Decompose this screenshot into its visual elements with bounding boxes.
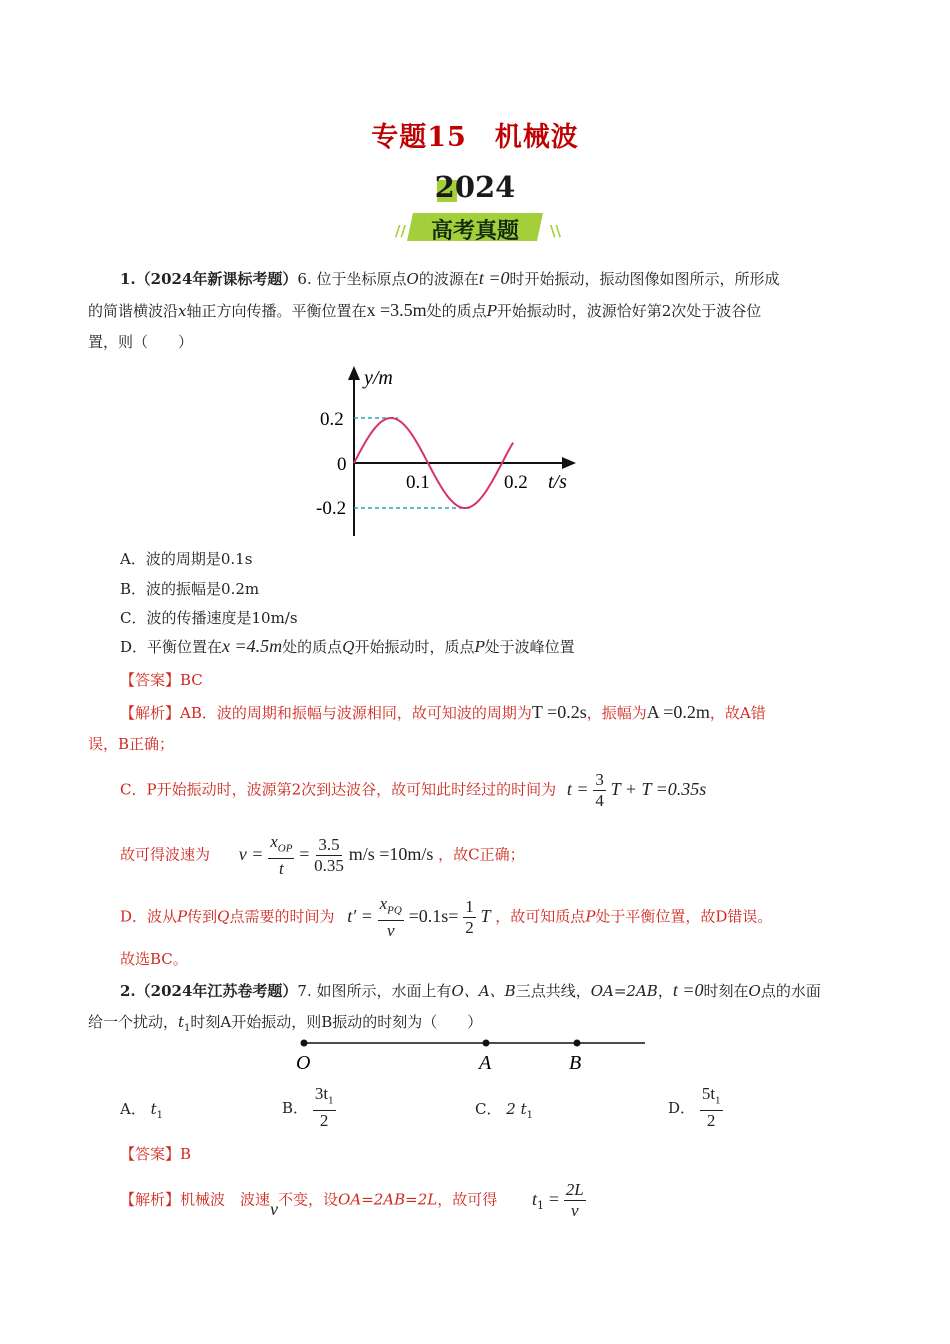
q1-option-a[interactable]: A．波的周期是0.1s bbox=[120, 550, 253, 568]
formula-part: x bbox=[270, 832, 278, 851]
q1-option-d-math: x =4.5m bbox=[222, 636, 283, 656]
q1-analysis-line-5 bbox=[120, 894, 772, 941]
x-tick-1: 0.2 bbox=[504, 472, 528, 493]
y-axis-arrow-icon bbox=[348, 366, 360, 380]
q2-var-o: O bbox=[748, 982, 761, 1000]
option-math: t bbox=[150, 1100, 157, 1118]
x-axis-arrow-icon bbox=[562, 457, 576, 469]
q2-math-t0: t =0 bbox=[672, 980, 704, 1000]
fraction-denominator: 0.35 bbox=[314, 856, 344, 876]
option-label: B． bbox=[282, 1099, 309, 1118]
point-a bbox=[483, 1040, 490, 1047]
q1-option-c[interactable]: C．波的传播速度是10m/s bbox=[120, 609, 298, 627]
q1-text: 处的质点 bbox=[426, 302, 487, 320]
q1-analysis-text: 故可得波速为 bbox=[120, 845, 211, 864]
fraction-denominator: 2 bbox=[465, 918, 474, 938]
q1-conclusion: 故选BC。 bbox=[120, 950, 188, 968]
q1-var-x: x bbox=[178, 302, 187, 320]
q2-var-t1-sub: 1 bbox=[184, 1023, 191, 1034]
q1-analysis-text: ，振幅为 bbox=[586, 704, 647, 722]
fraction-numerator: 3 bbox=[595, 770, 604, 789]
fraction-denominator: v bbox=[570, 1201, 579, 1220]
y-tick-1: 0 bbox=[337, 454, 347, 475]
q1-source: 1.（2024年新课标考题） bbox=[120, 270, 298, 288]
formula-part: 3t bbox=[314, 1084, 329, 1103]
q1-math-t0: t =0 bbox=[478, 268, 510, 288]
q1-analysis-line-3 bbox=[120, 770, 706, 811]
fraction bbox=[463, 897, 476, 938]
fraction-numerator: 3.5 bbox=[318, 835, 340, 855]
q1-analysis-text: AB．波的周期和振幅与波源相同，故可知波的周期为 bbox=[180, 704, 532, 722]
label-o: O bbox=[296, 1052, 311, 1074]
q1-analysis-line-2: 误，B正确； bbox=[88, 735, 175, 753]
q2-relation: OA=2AB bbox=[590, 982, 658, 1000]
formula-part: 5t bbox=[701, 1084, 716, 1103]
q2-var-t1: t bbox=[178, 1013, 185, 1031]
banner-label: 高考真题 bbox=[430, 218, 519, 244]
label-b: B bbox=[569, 1052, 582, 1074]
page-title: 专题15 机械波 bbox=[371, 122, 579, 153]
q1-formula-speed bbox=[238, 832, 438, 879]
formula-part: = bbox=[299, 843, 310, 864]
option-label: A． bbox=[120, 1100, 146, 1118]
q2-answer: 【答案】B bbox=[120, 1145, 192, 1163]
q2-text: ， bbox=[657, 982, 673, 1000]
q2-option-b[interactable] bbox=[282, 1084, 336, 1131]
formula-part: m/s =10m/s bbox=[348, 843, 434, 864]
q2-option-c[interactable] bbox=[475, 1098, 533, 1121]
q2-analysis-relation: OA=2AB=2L bbox=[338, 1190, 438, 1209]
fraction-numerator bbox=[700, 1084, 723, 1111]
q1-analysis-math: T =0.2s bbox=[531, 702, 587, 722]
q2-analysis-text: ，故可得 bbox=[437, 1190, 498, 1209]
q1-var-p: P bbox=[486, 302, 497, 320]
q1-analysis-var: P bbox=[177, 907, 188, 926]
year-heading: 2024 bbox=[434, 170, 516, 204]
option-label: C． bbox=[475, 1100, 502, 1118]
q1-answer: 【答案】BC bbox=[120, 671, 203, 689]
q1-analysis-text: 点需要的时间为 bbox=[229, 907, 335, 926]
formula-part: v = bbox=[238, 843, 264, 864]
q1-analysis-text: 处于平衡位置，故D错误。 bbox=[595, 907, 773, 926]
q2-option-a[interactable] bbox=[120, 1098, 163, 1121]
q1-var-o: O bbox=[406, 270, 419, 288]
y-tick-0: 0.2 bbox=[320, 409, 344, 430]
q2-source: 2.（2024年江苏卷考题） bbox=[120, 982, 298, 1000]
formula-sub: OP bbox=[277, 842, 293, 855]
fraction bbox=[593, 770, 606, 811]
fraction-denominator: t bbox=[278, 859, 284, 879]
point-b bbox=[574, 1040, 581, 1047]
formula-part: T + T =0.35s bbox=[610, 778, 707, 799]
q1-analysis-math: A =0.2m bbox=[646, 702, 710, 722]
q1-analysis-text: D．波从 bbox=[120, 907, 178, 926]
x-tick-0: 0.1 bbox=[406, 472, 430, 493]
fraction bbox=[313, 1084, 336, 1131]
q2-text: 时刻A开始振动，则B振动的时刻为（ ） bbox=[190, 1013, 483, 1031]
q2-text: 点的水面 bbox=[760, 982, 821, 1000]
fraction-numerator bbox=[268, 832, 294, 859]
q2-analysis-label: 【解析】 bbox=[120, 1190, 181, 1209]
fraction-denominator: v bbox=[386, 921, 395, 941]
q1-math-x35: x =3.5m bbox=[366, 300, 427, 320]
q1-analysis-text: ，故C正确； bbox=[438, 845, 525, 864]
fraction bbox=[378, 894, 404, 941]
q2-analysis-var: v bbox=[270, 1198, 279, 1219]
formula-part: =0.1s= bbox=[408, 905, 459, 926]
q1-text: 位于坐标原点 bbox=[316, 270, 407, 288]
vibration-graph bbox=[300, 362, 590, 540]
q1-analysis-text: ，故A错 bbox=[709, 704, 766, 722]
q1-option-d-text: 处的质点 bbox=[282, 638, 343, 656]
fraction-denominator: 2 bbox=[319, 1111, 329, 1131]
q1-analysis-text: ，故可知质点 bbox=[495, 907, 586, 926]
q1-text: 开始振动时，波源恰好第2次处于波谷位 bbox=[496, 302, 762, 320]
fraction bbox=[314, 835, 344, 876]
label-a: A bbox=[479, 1052, 492, 1074]
q1-line-2 bbox=[88, 294, 878, 327]
q2-text: 给一个扰动， bbox=[88, 1013, 179, 1031]
formula-part: x bbox=[379, 894, 388, 913]
option-math: 2 t bbox=[506, 1100, 527, 1118]
option-sub: 1 bbox=[526, 1110, 533, 1121]
q1-text: 的波源在 bbox=[418, 270, 479, 288]
formula-sub: 1 bbox=[328, 1094, 334, 1107]
q1-option-d[interactable] bbox=[120, 636, 575, 657]
q1-option-d-text: D．平衡位置在 bbox=[120, 638, 223, 656]
point-o bbox=[301, 1040, 308, 1047]
q1-analysis-line-4 bbox=[120, 832, 525, 879]
q1-option-d-text: 处于波峰位置 bbox=[484, 638, 575, 656]
q1-option-d-var: Q bbox=[342, 638, 355, 656]
formula-part: t bbox=[532, 1188, 538, 1209]
fraction-numerator: 1 bbox=[465, 897, 474, 917]
q2-points: O、A、B bbox=[451, 982, 516, 1000]
q1-analysis-var: Q bbox=[217, 907, 230, 926]
fraction bbox=[268, 832, 294, 879]
q1-text: 轴正方向传播。平衡位置在 bbox=[186, 302, 367, 320]
formula-part: = bbox=[548, 1188, 559, 1209]
q1-number: 6. bbox=[297, 270, 312, 288]
fraction-denominator: 2 bbox=[706, 1111, 716, 1131]
fraction-numerator bbox=[378, 894, 404, 921]
q1-option-d-text: 开始振动时，质点 bbox=[354, 638, 475, 656]
option-sub: 1 bbox=[156, 1110, 164, 1121]
q1-text: 的简谐横波沿 bbox=[88, 302, 179, 320]
fraction bbox=[564, 1180, 586, 1221]
q1-option-d-var: P bbox=[474, 638, 485, 656]
formula-sub: PQ bbox=[387, 904, 402, 917]
fraction bbox=[700, 1084, 723, 1131]
q1-formula-time-pq bbox=[347, 894, 495, 941]
q1-line-3: 置，则（ ） bbox=[88, 333, 194, 351]
x-axis-label: t/s bbox=[548, 471, 567, 493]
fraction-denominator: 4 bbox=[595, 791, 604, 810]
q1-analysis-var: P bbox=[585, 907, 596, 926]
q2-formula bbox=[532, 1180, 586, 1220]
q2-analysis-text: 机械波 波速 bbox=[180, 1190, 271, 1209]
y-tick-2: -0.2 bbox=[316, 498, 347, 519]
y-axis-label: y/m bbox=[364, 367, 393, 389]
q2-analysis-text: 不变，设 bbox=[278, 1190, 339, 1209]
banner-slash-right: \\ bbox=[550, 222, 561, 240]
q1-analysis-line-1 bbox=[120, 696, 880, 729]
fraction-numerator bbox=[313, 1084, 336, 1111]
banner-slash-left: // bbox=[395, 222, 406, 240]
q1-analysis-text: C．P开始振动时，波源第2次到达波谷，故可知此时经过的时间为 bbox=[120, 780, 557, 799]
q2-line-1 bbox=[120, 974, 880, 1007]
q1-formula-time bbox=[566, 770, 707, 810]
q2-number: 7. bbox=[297, 982, 312, 1000]
oab-line-diagram bbox=[290, 1034, 650, 1076]
q1-analysis-label: 【解析】 bbox=[120, 704, 181, 722]
formula-sub: 1 bbox=[537, 1198, 545, 1212]
formula-part: t = bbox=[566, 778, 589, 799]
q2-text: 如图所示，水面上有 bbox=[316, 982, 452, 1000]
q2-text: 三点共线， bbox=[515, 982, 591, 1000]
q2-analysis bbox=[120, 1180, 586, 1222]
option-label: D． bbox=[668, 1099, 696, 1118]
q2-option-d[interactable] bbox=[668, 1084, 723, 1131]
q1-line-1 bbox=[120, 262, 880, 295]
q2-text: 时刻在 bbox=[703, 982, 749, 1000]
q1-analysis-text: 传到 bbox=[187, 907, 218, 926]
q1-text: 时开始振动，振动图像如图所示，所形成 bbox=[509, 270, 780, 288]
fraction-numerator: 2L bbox=[565, 1180, 584, 1199]
formula-sub: 1 bbox=[715, 1094, 721, 1107]
formula-part: T bbox=[480, 905, 491, 926]
q1-option-b[interactable]: B．波的振幅是0.2m bbox=[120, 580, 260, 598]
formula-part: t′ = bbox=[347, 905, 373, 926]
